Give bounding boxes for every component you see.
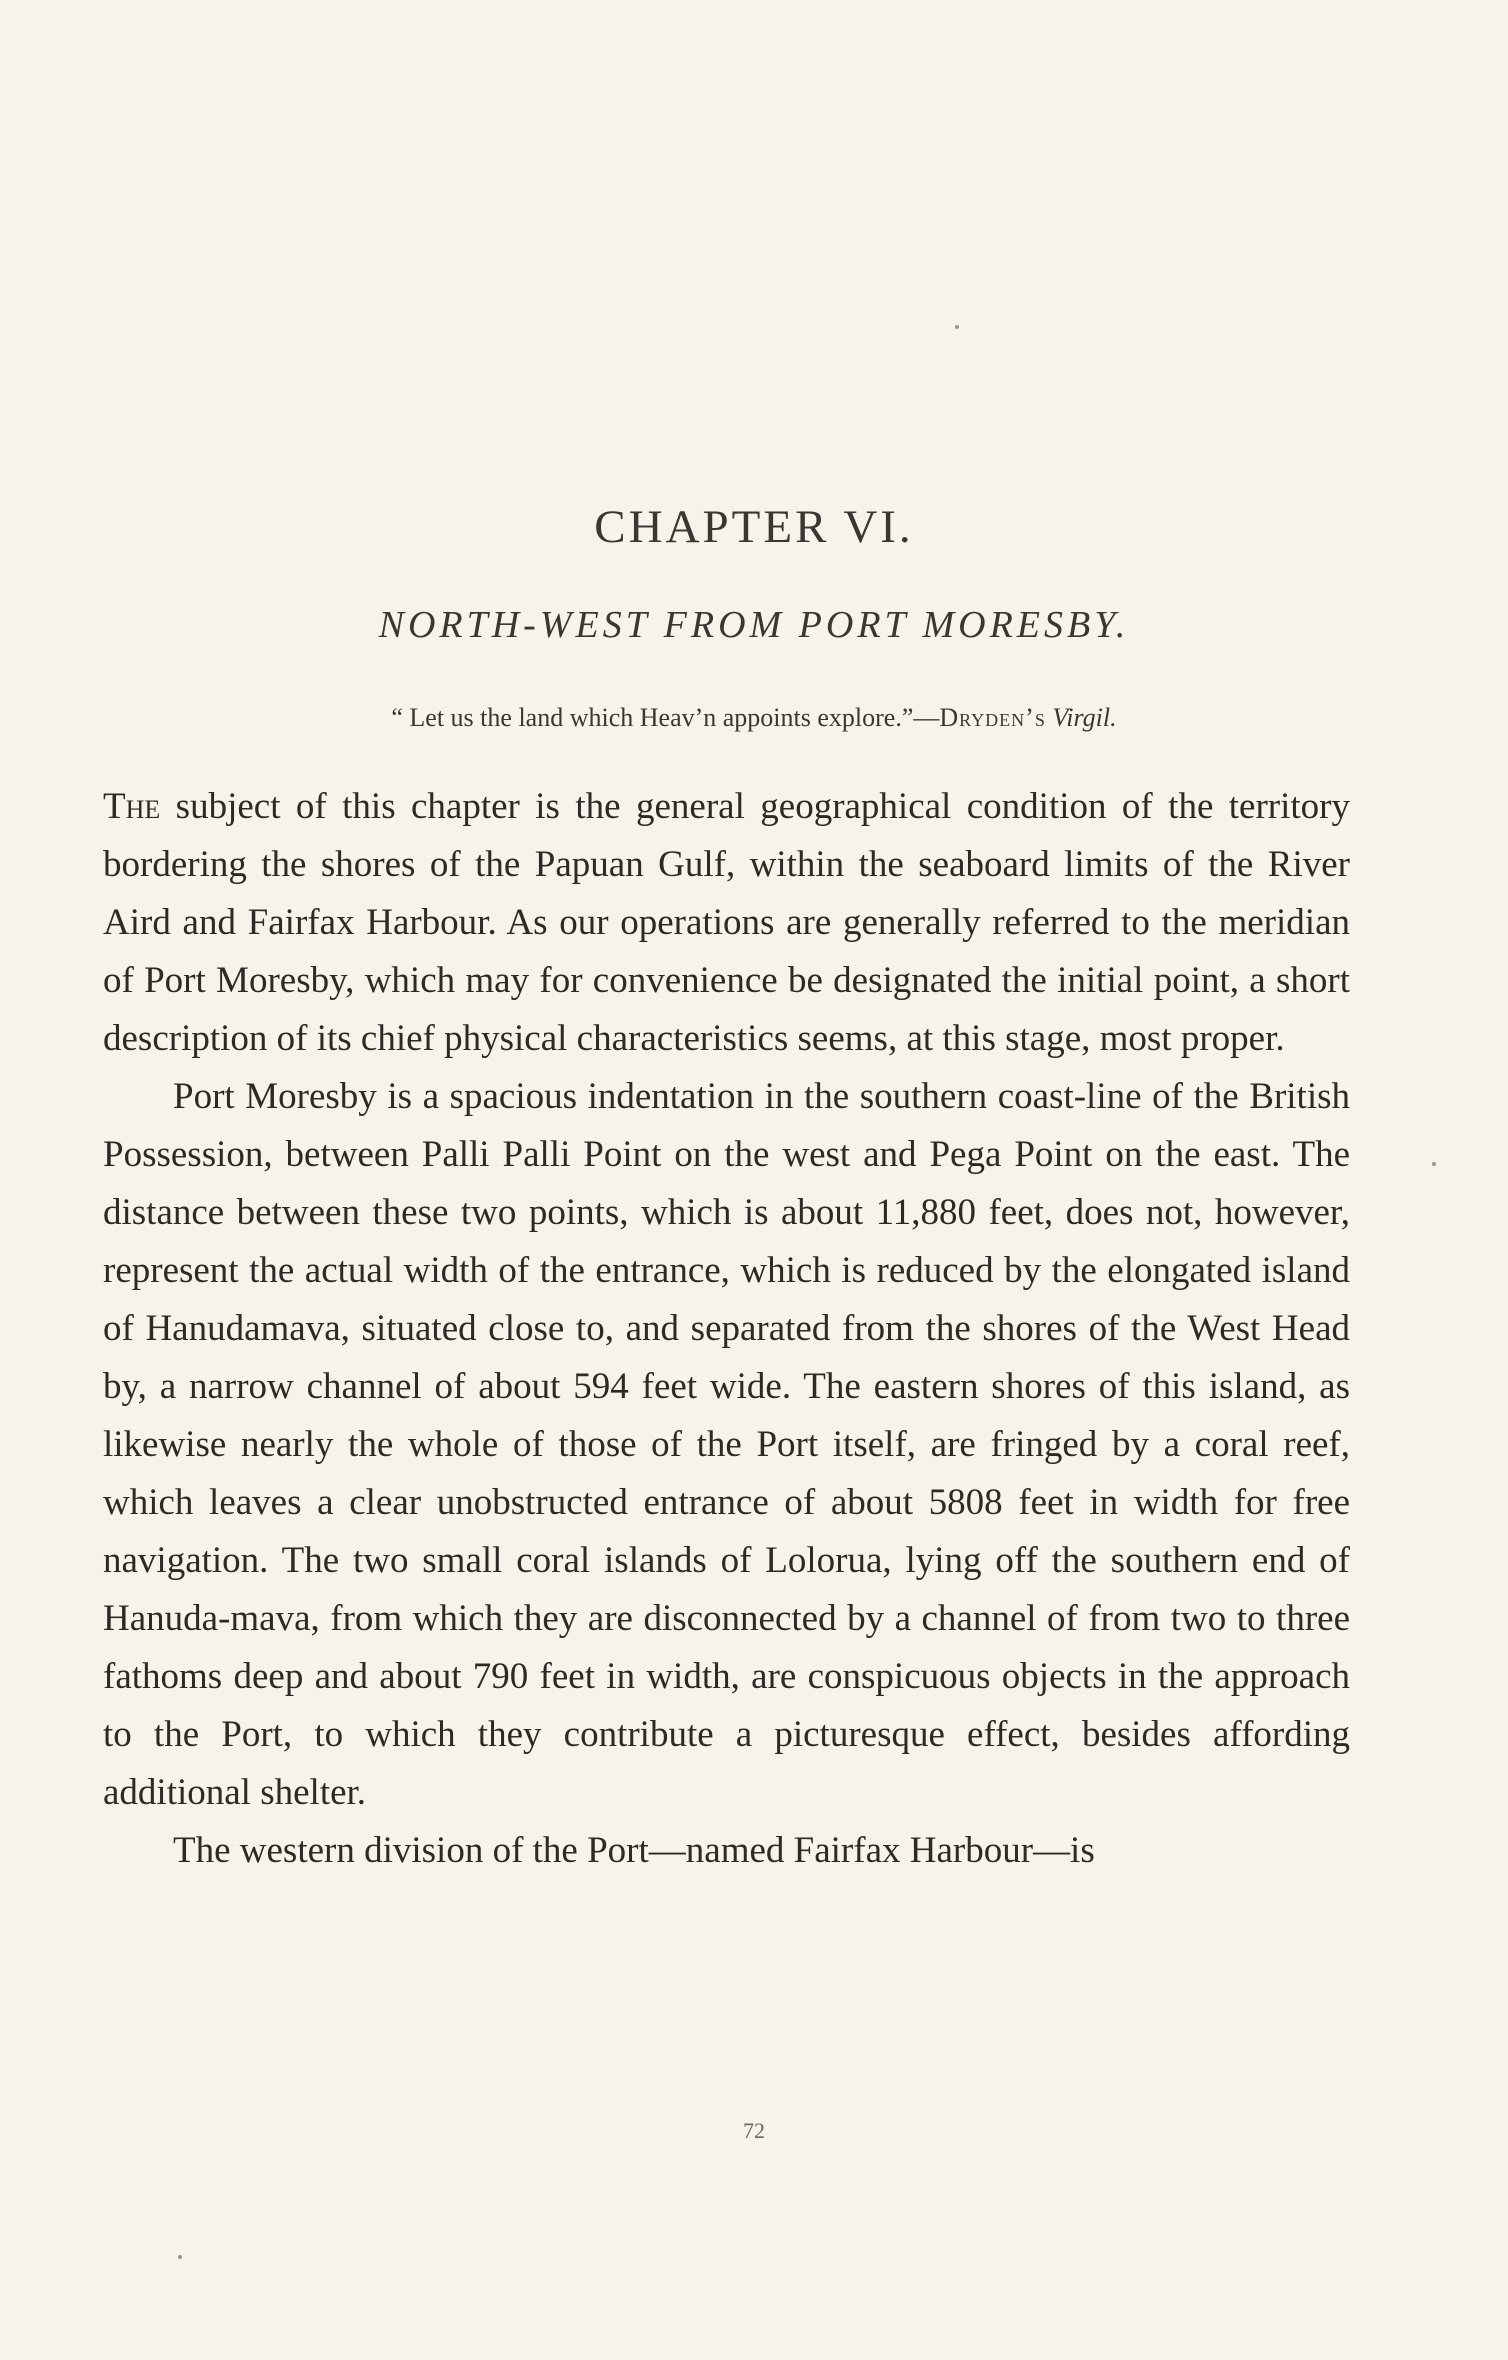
- paragraph-1-text: subject of this chapter is the general geographical condition of the territory bordering the shores of the Papuan Gulf, within the seaboard limits of the River Aird and Fairfax Harbour. As our operations are generally referred to the meridian of Port Moresby, which may for convenience be designated the initial point, a short description of its chief physical characteristics seems, at this stage, most proper.: [103, 786, 1350, 1059]
- chapter-subtitle: NORTH-WEST FROM PORT MORESBY.: [378, 604, 1130, 646]
- paragraph-2: Port Moresby is a spacious indentation in the southern coast-line of the British Possession, between Palli Palli Point on the west and Pega Point on the east. The distance between these two points, which is about 11,880 feet, does not, however, represent the actual width of the entrance, which is reduced by the elongated island of Hanudamava, situated close to, and separated from the shores of the West Head by, a narrow channel of about 594 feet wide. The eastern shores of this island, as likewise nearly the whole of those of the Port itself, are fringed by a coral reef, which leaves a clear unobstructed entrance of about 5808 feet in width for free navigation. The two small coral islands of Lolorua, lying off the southern end of Hanuda-mava, from which they are disconnected by a channel of from two to three fathoms deep and about 790 feet in width, are conspicuous objects in the approach to the Port, to which they contribute a picturesque effect, besides affording additional shelter.: [103, 1076, 1350, 1813]
- page-number: 72: [743, 2118, 765, 2143]
- paragraph-3: The western division of the Port—named Fairfax Harbour—is: [173, 1830, 1095, 1871]
- paper-speck: [178, 2255, 182, 2259]
- epigraph: [0, 703, 1508, 733]
- paper-speck: [1432, 1162, 1436, 1166]
- epigraph-quote: “ Let us the land which Heav’n appoints explore.”—: [391, 703, 940, 732]
- epigraph-author: Dryden’s: [939, 703, 1046, 732]
- chapter-title: CHAPTER VI.: [594, 501, 914, 553]
- lead-word: The: [103, 786, 161, 827]
- paragraph-1: [103, 778, 1350, 1068]
- epigraph-work: Virgil.: [1052, 703, 1117, 732]
- paper-speck: [955, 325, 959, 329]
- body-text: [103, 778, 1350, 1880]
